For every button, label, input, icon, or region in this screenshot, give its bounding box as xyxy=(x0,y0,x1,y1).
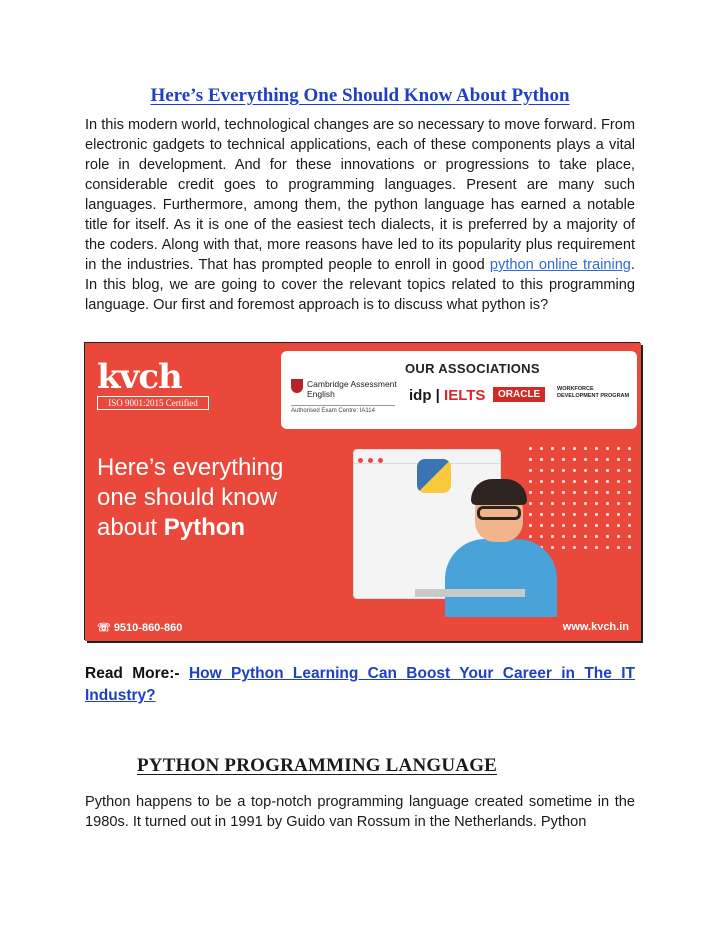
headline-python: Python xyxy=(163,514,246,541)
page-title: Here’s Everything One Should Know About Python xyxy=(150,85,570,106)
python-logo-icon xyxy=(417,459,451,493)
oracle-logo: ORACLE xyxy=(493,387,545,402)
cambridge-exam-centre: Authorised Exam Centre: IA114 xyxy=(291,405,395,414)
intro-text-end: . In this blog, we are going to cover the relevant topics related to this programming language. Our first and foremost approach is to discuss what python is? xyxy=(85,257,635,313)
cambridge-english: English xyxy=(307,389,335,399)
oracle-program-label xyxy=(557,386,629,400)
read-more xyxy=(85,663,635,707)
cambridge-name: Cambridge Assessment xyxy=(307,379,397,389)
section-paragraph: Python happens to be a top-notch programming language created sometime in the 1980s. It turned out in 1991 by Guido van Rossum in the Netherlands. Python xyxy=(85,794,635,830)
read-more-link[interactable]: How Python Learning Can Boost Your Career in The IT Industry? xyxy=(85,665,636,704)
cambridge-shield-icon xyxy=(291,379,303,393)
associations-panel xyxy=(281,351,637,429)
dot-pattern xyxy=(525,443,635,553)
headline-line2: one should know xyxy=(97,484,278,511)
headline-line1: Here’s everything xyxy=(97,454,284,481)
intro-text-start: In this modern world, technological changes are so necessary to move forward. From electronic gadgets to technical applications, each of these components plays a vital role in development. And for these innovations or progressions to take place, considerable credit goes to programming languages. Present are many such languages. Furthermore, among them, the python language has earned a notable title for itself. As it is one of the easiest tech dialects, it is preferred by a majority of the coders. Along with that, more reasons have led to its popularity plus requirement in the industries. That has prompted people to enroll in good xyxy=(85,117,635,273)
read-more-label: Read More:- xyxy=(85,665,189,682)
cambridge-logo xyxy=(291,379,397,399)
python-online-training-link[interactable]: python online training xyxy=(489,257,631,273)
idp-text: idp xyxy=(409,387,432,404)
headline-line3-prefix: about xyxy=(97,514,164,541)
person-hair-illustration xyxy=(471,479,527,505)
idp-ielts-logo: idp | IELTS xyxy=(409,387,486,404)
intro-paragraph xyxy=(85,115,635,315)
associations-title: OUR ASSOCIATIONS xyxy=(405,361,540,376)
kvch-logo: kvch xyxy=(97,357,182,397)
glasses-icon xyxy=(477,506,521,520)
laptop-illustration xyxy=(415,589,525,597)
oracle-sub-line1: WORKFORCE xyxy=(557,386,594,392)
kvch-python-banner xyxy=(85,343,641,641)
section-heading: PYTHON PROGRAMMING LANGUAGE xyxy=(137,755,498,776)
phone-text: 9510-860-860 xyxy=(113,622,183,634)
banner-headline xyxy=(97,453,283,543)
oracle-sub-line2: DEVELOPMENT PROGRAM xyxy=(557,393,630,399)
iso-certified-label: ISO 9001:2015 Certified xyxy=(97,396,209,410)
phone-number: ☏ 9510-860-860 xyxy=(97,622,183,634)
person-body-illustration xyxy=(445,539,557,617)
ielts-text: IELTS xyxy=(444,387,486,404)
website-url: www.kvch.in xyxy=(562,621,629,633)
